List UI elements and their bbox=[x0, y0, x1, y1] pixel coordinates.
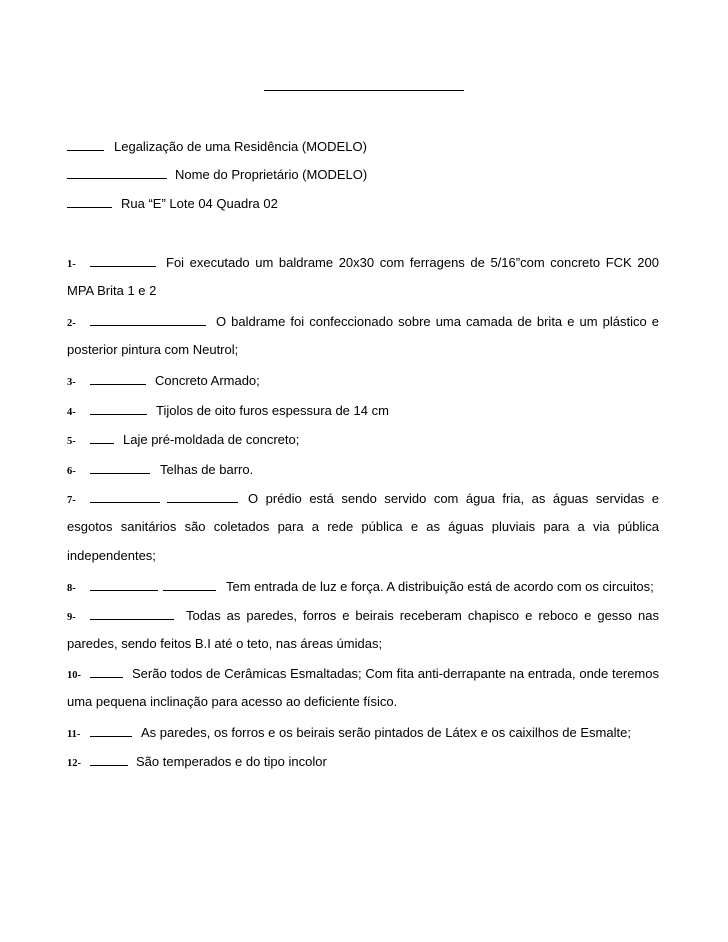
blank-line bbox=[90, 753, 128, 766]
item-text: As paredes, os forros e os beirais serão pintados de Látex e os caixilhos de Esmalte; bbox=[141, 725, 631, 740]
item-number: 1- bbox=[67, 259, 76, 270]
title-blank-line bbox=[264, 90, 464, 91]
list-item bbox=[67, 724, 659, 743]
blank-line bbox=[67, 195, 112, 208]
blank-line bbox=[90, 724, 132, 737]
header-text: Legalização de uma Residência (MODELO) bbox=[114, 139, 367, 154]
list-item-continuation: posterior pintura com Neutrol; bbox=[67, 342, 239, 357]
blank-line bbox=[90, 578, 158, 591]
header-line-2 bbox=[67, 166, 659, 183]
blank-line bbox=[163, 578, 216, 591]
item-number: 3- bbox=[67, 377, 76, 388]
list-item bbox=[67, 254, 659, 273]
list-item-continuation: uma pequena inclinação para acesso ao deficiente físico. bbox=[67, 694, 398, 709]
list-item-continuation: independentes; bbox=[67, 548, 156, 563]
item-text: Tem entrada de luz e força. A distribuição está de acordo com os circuitos; bbox=[226, 579, 654, 594]
item-text: Serão todos de Cerâmicas Esmaltadas; Com fita anti-derrapante na entrada, onde teremos bbox=[132, 666, 659, 681]
list-item bbox=[67, 665, 659, 684]
list-item bbox=[67, 402, 659, 421]
list-item-continuation: esgotos sanitários são coletados para a rede pública e as águas pluviais para a via pública bbox=[67, 519, 659, 534]
header-text: Rua “E” Lote 04 Quadra 02 bbox=[121, 196, 278, 211]
item-number: 10- bbox=[67, 670, 81, 681]
header-text: Nome do Proprietário (MODELO) bbox=[175, 167, 368, 182]
list-item-continuation: paredes, sendo feitos B.I até o teto, nas áreas úmidas; bbox=[67, 636, 383, 651]
blank-line bbox=[90, 402, 147, 415]
list-item bbox=[67, 753, 659, 772]
item-text: Foi executado um baldrame 20x30 com ferragens de 5/16”com concreto FCK 200 bbox=[166, 255, 659, 270]
blank-line bbox=[90, 665, 123, 678]
item-number: 4- bbox=[67, 407, 76, 418]
list-item-continuation: MPA Brita 1 e 2 bbox=[67, 283, 157, 298]
item-number: 5- bbox=[67, 436, 76, 447]
item-number: 6- bbox=[67, 466, 76, 477]
item-text: Todas as paredes, forros e beirais receberam chapisco e reboco e gesso nas bbox=[186, 608, 659, 623]
item-number: 11- bbox=[67, 729, 81, 740]
item-text: Laje pré-moldada de concreto; bbox=[123, 432, 300, 447]
item-number: 8- bbox=[67, 583, 76, 594]
item-text: O prédio está sendo servido com água fria, as águas servidas e bbox=[248, 491, 659, 506]
blank-line bbox=[90, 431, 114, 444]
item-number: 2- bbox=[67, 318, 76, 329]
blank-line bbox=[90, 490, 160, 503]
item-text: O baldrame foi confeccionado sobre uma camada de brita e um plástico e bbox=[216, 314, 659, 329]
header-line-1 bbox=[67, 138, 659, 155]
blank-line bbox=[90, 313, 206, 326]
item-number: 9- bbox=[67, 612, 76, 623]
blank-line bbox=[90, 461, 150, 474]
item-text: Tijolos de oito furos espessura de 14 cm bbox=[156, 403, 389, 418]
list-item bbox=[67, 372, 659, 391]
item-number: 7- bbox=[67, 495, 76, 506]
item-text: Concreto Armado; bbox=[155, 373, 260, 388]
blank-line bbox=[90, 607, 174, 620]
list-item bbox=[67, 313, 659, 332]
blank-line bbox=[90, 254, 156, 267]
blank-line bbox=[90, 372, 146, 385]
blank-line bbox=[167, 490, 238, 503]
list-item bbox=[67, 607, 659, 626]
item-text: Telhas de barro. bbox=[160, 462, 254, 477]
list-item bbox=[67, 431, 659, 450]
header-line-3 bbox=[67, 195, 659, 212]
list-item bbox=[67, 490, 659, 509]
item-text: São temperados e do tipo incolor bbox=[136, 754, 327, 769]
list-item bbox=[67, 578, 659, 597]
blank-line bbox=[67, 138, 104, 151]
item-number: 12- bbox=[67, 758, 81, 769]
blank-line bbox=[67, 166, 167, 179]
list-item bbox=[67, 461, 659, 480]
